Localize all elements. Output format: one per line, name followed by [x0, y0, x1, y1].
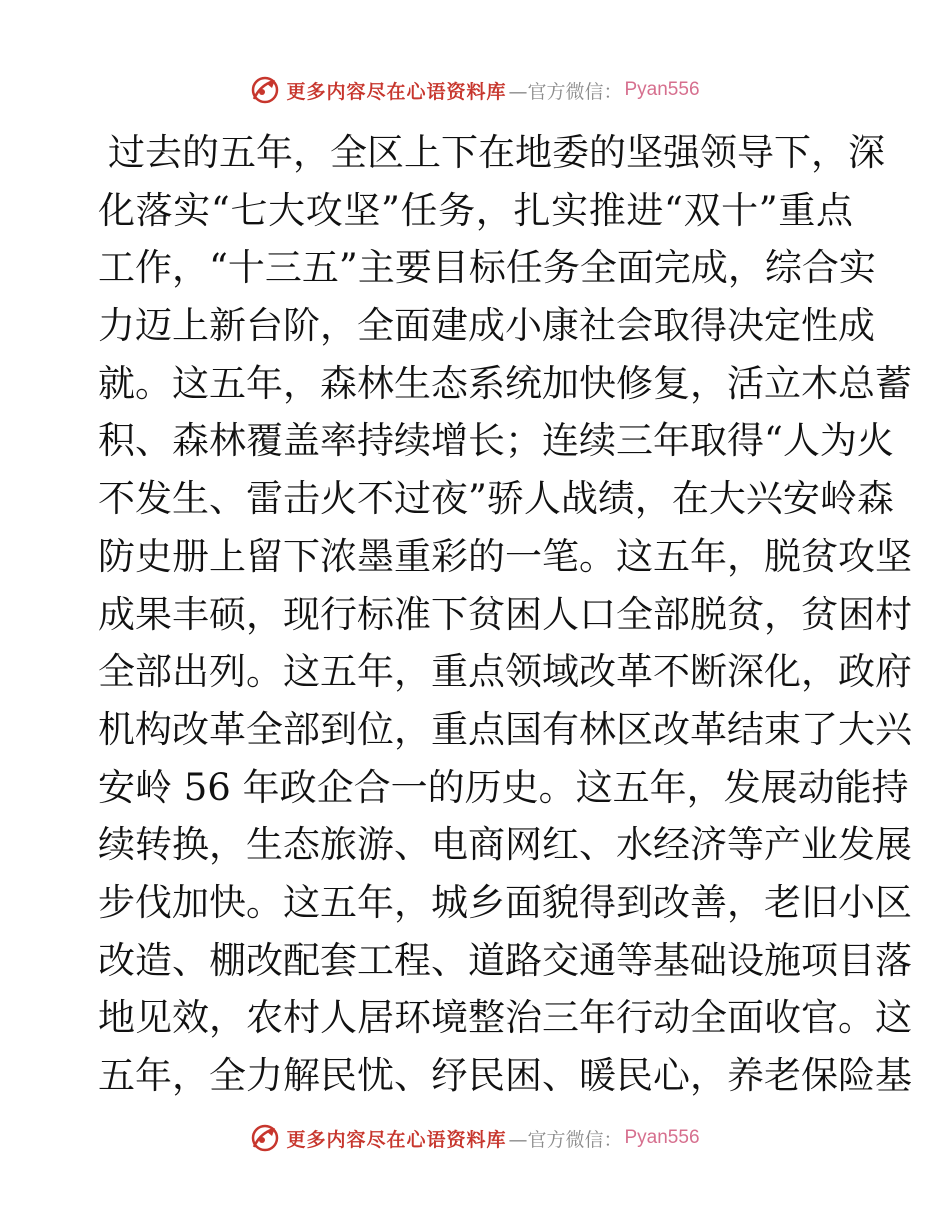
- watermark-account: Pyan556: [624, 79, 700, 100]
- watermark-main-text: 更多内容尽在心语资料库: [286, 1128, 507, 1151]
- text-line: 成果丰硕，现行标准下贫困人口全部脱贫，贫困村: [98, 592, 912, 636]
- text-line: 安岭 56 年政企合一的历史。这五年，发展动能持: [98, 765, 909, 809]
- watermark-mid-text: —官方微信：: [508, 1128, 623, 1151]
- text-line: 五年，全力解民忧、纾民困、暖民心，养老保险基: [98, 1054, 912, 1097]
- text-line: 不发生、雷击火不过夜”骄人战绩，在大兴安岭森: [98, 477, 894, 521]
- text-line: 力迈上新台阶，全面建成小康社会取得决定性成: [98, 304, 875, 348]
- text-line: 工作，“十三五”主要目标任务全面完成，综合实: [98, 246, 876, 290]
- watermark-mid-text: —官方微信：: [508, 80, 623, 103]
- text-line: 防史册上留下浓墨重彩的一笔。这五年，脱贫攻坚: [98, 534, 912, 578]
- text-line: 改造、棚改配套工程、道路交通等基础设施项目落: [98, 938, 912, 982]
- text-line: 全部出列。这五年，重点领域改革不断深化，政府: [98, 650, 912, 694]
- text-line: 步伐加快。这五年，城乡面貌得到改善，老旧小区: [98, 880, 912, 924]
- footer-watermark: [0, 1118, 950, 1158]
- text-line: 续转换，生态旅游、电商网红、水经济等产业发展: [98, 823, 912, 867]
- text-line: 地见效，农村人居环境整治三年行动全面收官。这: [98, 996, 912, 1040]
- text-line: 积、森林覆盖率持续增长；连续三年取得“人为火: [98, 419, 894, 463]
- text-line: 过去的五年，全区上下在地委的坚强领导下，深: [108, 131, 885, 174]
- document-body: [98, 124, 912, 1105]
- pen-logo-icon: [250, 75, 280, 105]
- watermark-main-text: 更多内容尽在心语资料库: [286, 80, 507, 103]
- pen-logo-icon: [250, 1123, 280, 1153]
- text-line: 机构改革全部到位，重点国有林区改革结束了大兴: [98, 707, 912, 751]
- watermark-account: Pyan556: [624, 1127, 700, 1148]
- header-watermark: [0, 70, 950, 110]
- text-line: 化落实“七大攻坚”任务，扎实推进“双十”重点: [98, 188, 853, 232]
- text-line: 就。这五年，森林生态系统加快修复，活立木总蓄: [98, 361, 912, 405]
